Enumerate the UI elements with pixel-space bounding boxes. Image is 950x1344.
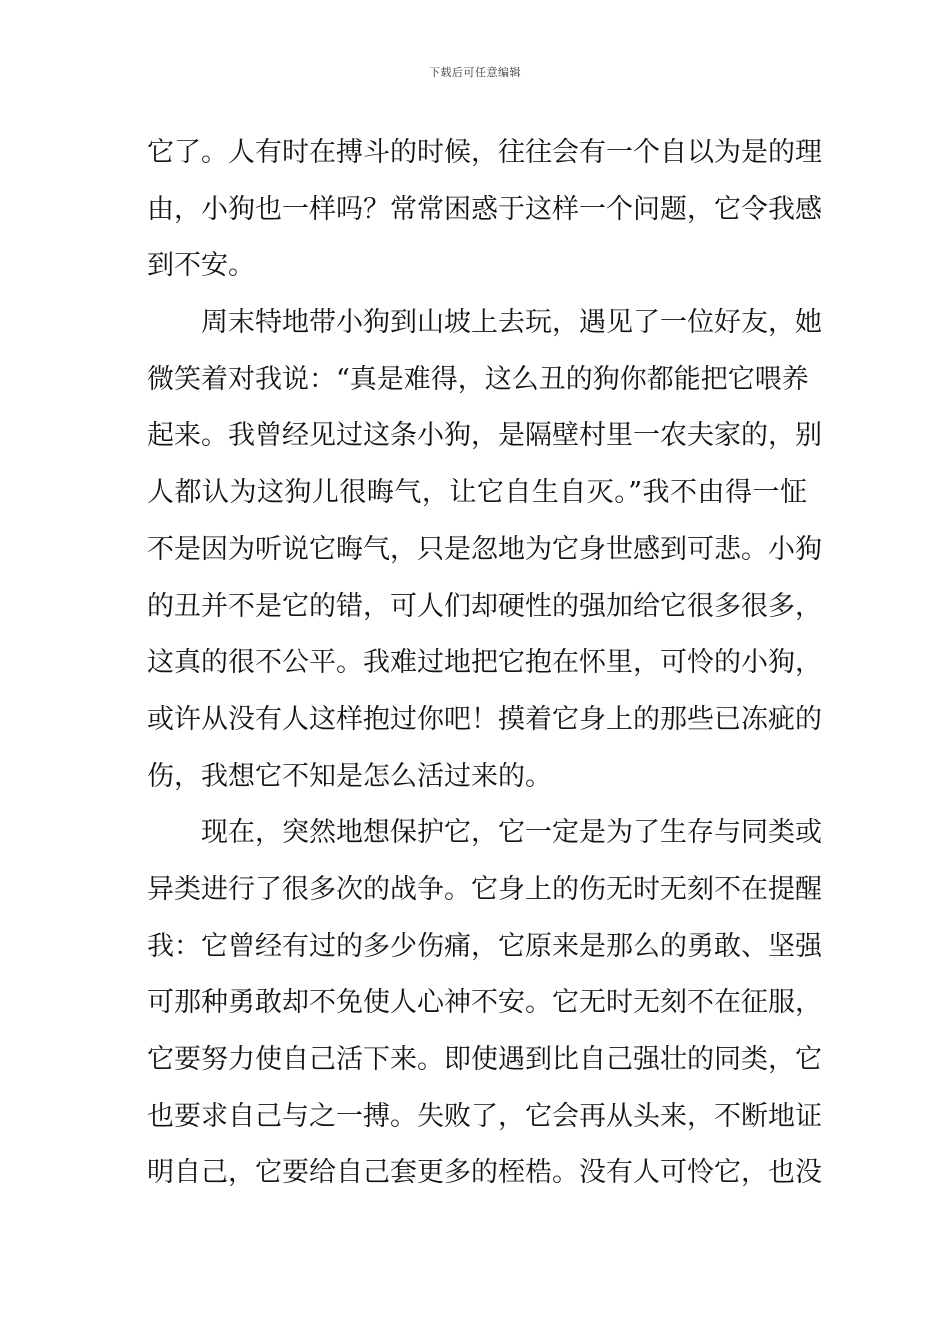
text-line: 的丑并不是它的错，可人们却硬性的强加给它很多很多， [147,590,822,622]
text-line: 微笑着对我说：“真是难得，这么丑的狗你都能把它喂养 [147,363,809,395]
text-line: 它要努力使自己活下来。即使遇到比自己强壮的同类，它 [147,1044,822,1075]
paragraph-first-line: 现在，突然地想保护它，它一定是为了生存与同类或 [201,817,822,849]
paragraph-first-line: 周末特地带小狗到山坡上去玩，遇见了一位好友，她 [201,307,822,339]
text-line: 不是因为听说它晦气，只是忽地为它身世感到可悲。小狗 [147,533,822,565]
text-line: 明自己，它要给自己套更多的桎梏。没有人可怜它，也没 [147,1157,822,1189]
text-line: 或许从没有人这样抱过你吧！摸着它身上的那些已冻疵的 [147,703,822,735]
text-line: 异类进行了很多次的战争。它身上的伤无时无刻不在提醒 [147,873,822,905]
text-line: 可那种勇敢却不免使人心神不安。它无时无刻不在征服， [147,987,822,1019]
text-line: 起来。我曾经见过这条小狗，是隔壁村里一农夫家的，别 [147,420,822,452]
text-line: 由，小狗也一样吗？常常困惑于这样一个问题，它令我感 [147,193,822,225]
text-line: 这真的很不公平。我难过地把它抱在怀里，可怜的小狗， [147,647,822,679]
text-line: 它了。人有时在搏斗的时候，往往会有一个自以为是的理 [147,137,822,168]
text-line: 我：它曾经有过的多少伤痛，它原来是那么的勇敢、坚强 [147,930,822,962]
body-text [147,125,822,1202]
text-line: 人都认为这狗儿很晦气，让它自生自灭。”我不由得一怔 [147,477,807,509]
text-line: 伤，我想它不知是怎么活过来的。 [147,760,552,792]
page-header: 下载后可任意编辑 [429,66,521,79]
text-line: 到不安。 [147,250,255,282]
text-line: 也要求自己与之一搏。失败了，它会再从头来，不断地证 [147,1100,822,1132]
